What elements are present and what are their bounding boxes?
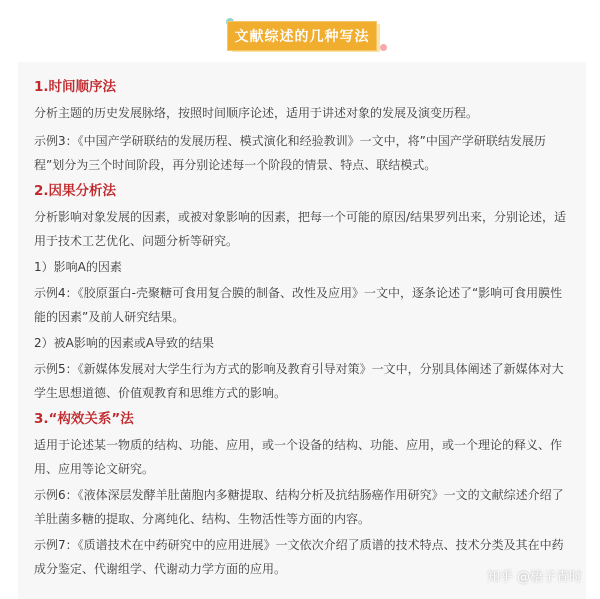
paragraph: 示例6：《液体深层发酵羊肚菌胞内多糖提取、结构分析及抗结肠癌作用研究》一文的文献综述介绍了羊肚菌多糖的提取、分离纯化、结构、生物活性等方面的内容。 <box>34 488 564 526</box>
decor-dot-pink <box>380 44 387 51</box>
section-heading: 2.因果分析法 <box>34 183 117 199</box>
section-heading: 3.“构效关系”法 <box>34 411 134 427</box>
paragraph: 适用于论述某一物质的结构、功能、应用，或一个设备的结构、功能、应用，或一个理论的释义、作用、应用等论文研究。 <box>34 438 563 476</box>
banner-title: 文献综述的几种写法 <box>227 21 377 51</box>
paragraph: 分析主题的历史发展脉络，按照时间顺序论述，适用于讲述对象的发展及演变历程。 <box>34 106 479 120</box>
content-panel <box>18 62 586 599</box>
paragraph: 示例7：《质谱技术在中药研究中的应用进展》一文依次介绍了质谱的技术特点、技术分类及其在中药成分鉴定、代谢组学、代谢动力学方面的应用。 <box>34 538 564 576</box>
paragraph: 分析影响对象发展的因素，或被对象影响的因素，把每一个可能的原因/结果罗列出来，分别论述，适用于技术工艺优化、问题分析等研究。 <box>34 210 567 248</box>
section-heading: 1.时间顺序法 <box>34 79 117 95</box>
paragraph: 示例4：《胶原蛋白-壳聚糖可食用复合膜的制备、改性及应用》一文中，逐条论述了“影响可食用膜性能的因素”及前人研究结果。 <box>34 286 563 324</box>
paragraph: 示例3：《中国产学研联结的发展历程、模式演化和经验教训》一文中，将”中国产学研联结发展历程”划分为三个时间阶段，再分别论述每一个阶段的情景、特点、联结模式。 <box>34 134 546 172</box>
paragraph: 2）被A影响的因素或A导致的结果 <box>34 336 215 350</box>
banner-area <box>0 0 600 56</box>
watermark: 知乎 @梧子青时 <box>486 570 582 585</box>
paragraph: 示例5：《新媒体发展对大学生行为方式的影响及教育引导对策》一文中，分别具体阐述了新媒体对大学生思想道德、价值观教育和思维方式的影响。 <box>34 362 564 400</box>
paragraph: 1）影响A的因素 <box>34 260 122 274</box>
